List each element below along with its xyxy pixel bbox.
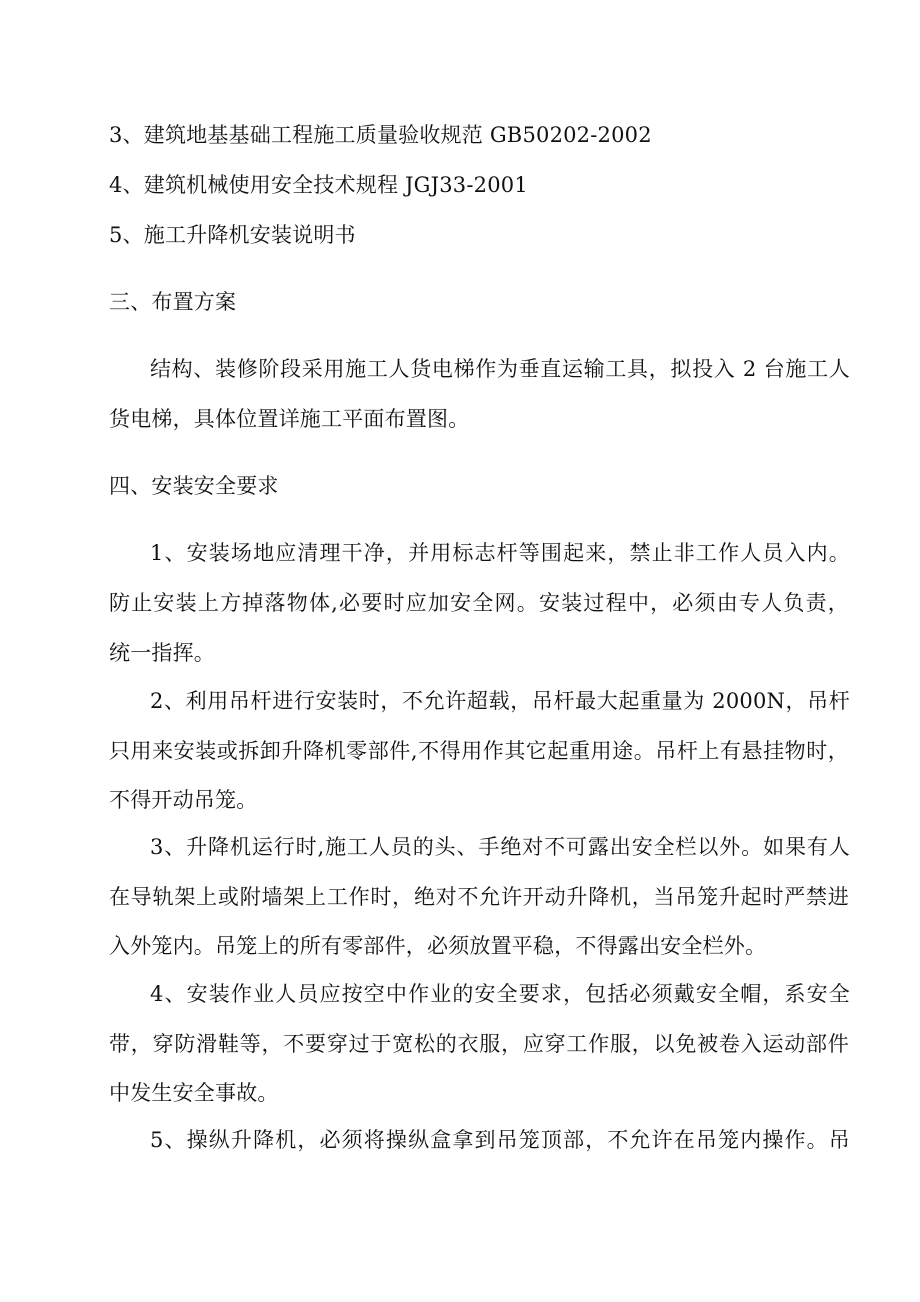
safety-item-4-line-1: 4、安装作业人员应按空中作业的安全要求，包括必须戴安全帽，系安全 (150, 982, 850, 1006)
safety-item-2-line-2: 只用来安装或拆卸升降机零部件,不得用作其它起重用途。吊杆上有悬挂物时， (109, 739, 849, 763)
safety-item-2-line-3: 不得开动吊笼。 (109, 788, 258, 812)
safety-item-3-line-2: 在导轨架上或附墙架上工作时，绝对不允许开动升降机，当吊笼升起时严禁进 (109, 885, 849, 909)
safety-item-1-line-3: 统一指挥。 (109, 641, 215, 665)
safety-item-4-line-3: 中发生安全事故。 (109, 1081, 279, 1105)
paragraph-layout-line-1: 结构、装修阶段采用施工人货电梯作为垂直运输工具，拟投入 2 台施工人 (150, 357, 850, 381)
safety-item-5-line-1: 5、操纵升降机，必须将操纵盒拿到吊笼顶部，不允许在吊笼内操作。吊 (150, 1128, 850, 1152)
safety-item-4-line-2: 带，穿防滑鞋等，不要穿过于宽松的衣服，应穿工作服，以免被卷入运动部件 (109, 1032, 849, 1056)
paragraph-layout-line-2: 货电梯，具体位置详施工平面布置图。 (109, 407, 470, 431)
reference-item-4: 4、建筑机械使用安全技术规程 JGJ33-2001 (109, 173, 528, 197)
safety-item-1-line-1: 1、安装场地应清理干净，并用标志杆等围起来，禁止非工作人员入内。 (150, 541, 850, 565)
safety-item-3-line-3: 入外笼内。吊笼上的所有零部件，必须放置平稳，不得露出安全栏外。 (109, 934, 767, 958)
reference-item-3: 3、建筑地基基础工程施工质量验收规范 GB50202-2002 (109, 123, 652, 147)
section-heading-layout: 三、布置方案 (109, 290, 237, 314)
safety-item-1-line-2: 防止安装上方掉落物体,必要时应加安全网。安装过程中，必须由专人负责， (109, 591, 849, 615)
reference-item-5: 5、施工升降机安装说明书 (109, 223, 356, 247)
safety-item-2-line-1: 2、利用吊杆进行安装时，不允许超载，吊杆最大起重量为 2000N，吊杆 (150, 689, 850, 713)
section-heading-safety: 四、安装安全要求 (109, 474, 279, 498)
safety-item-3-line-1: 3、升降机运行时,施工人员的头、手绝对不可露出安全栏以外。如果有人 (150, 835, 850, 859)
